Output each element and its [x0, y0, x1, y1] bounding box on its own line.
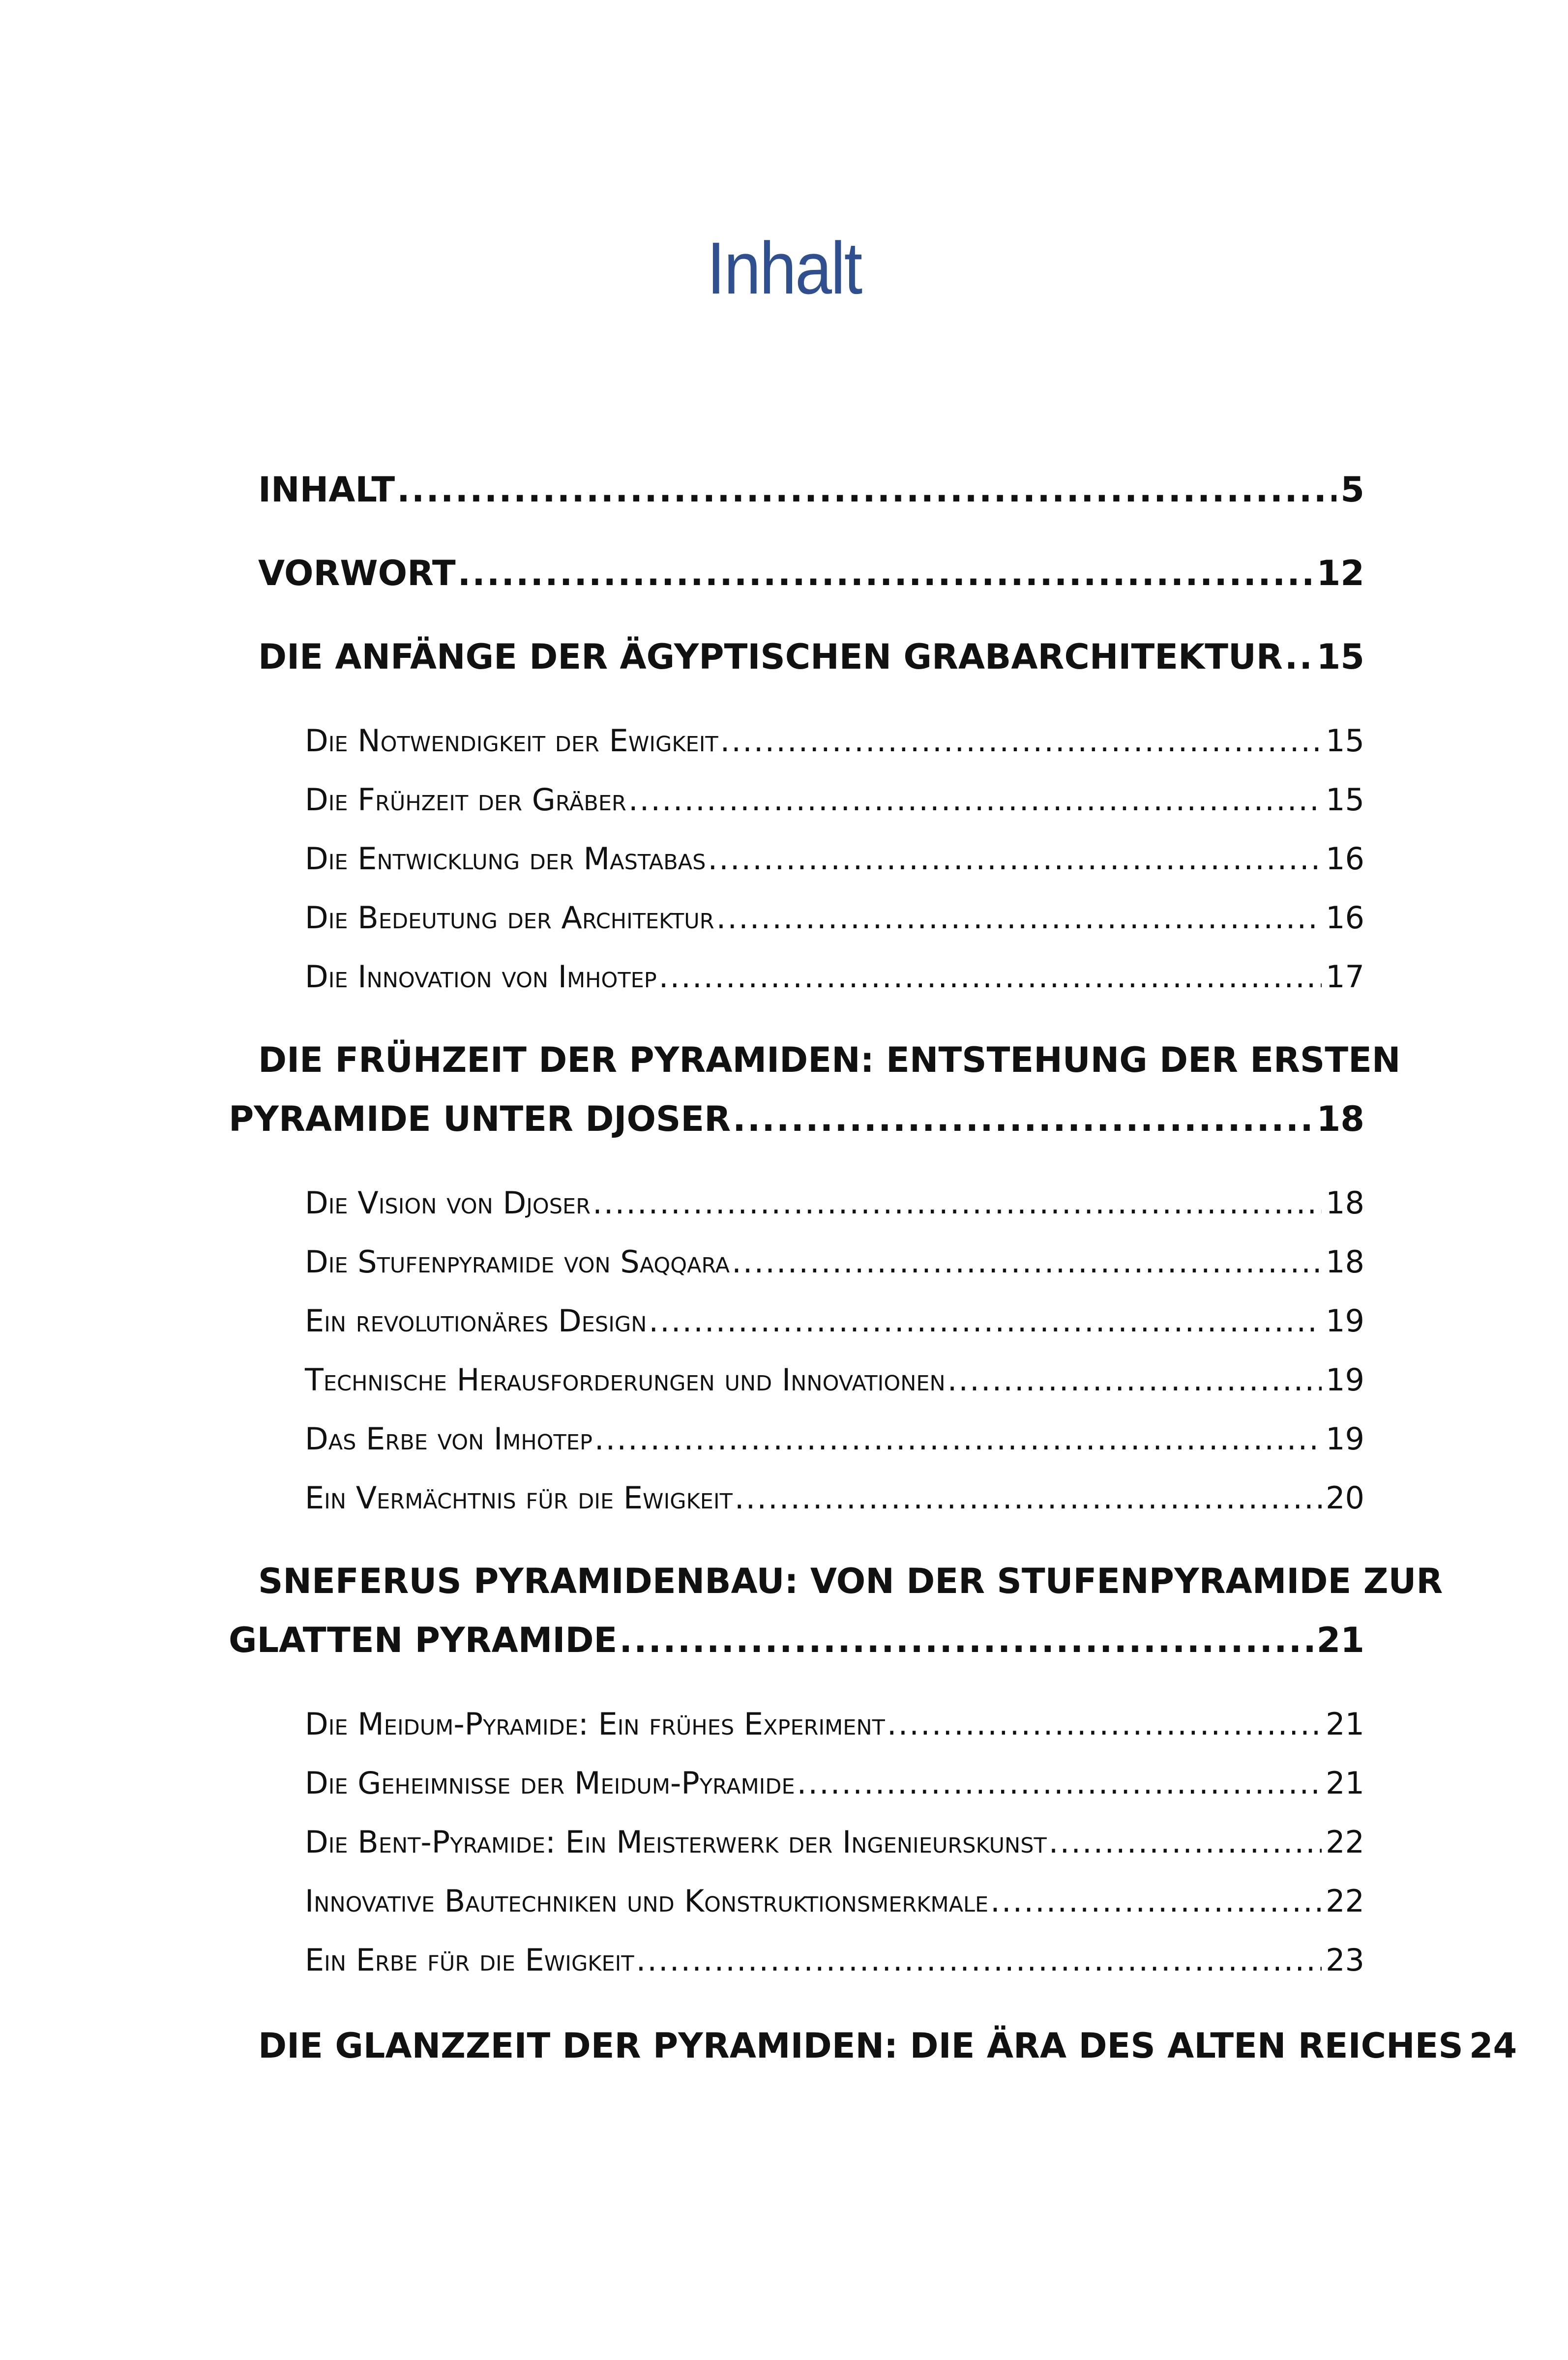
toc-page-number: 18	[1326, 1185, 1364, 1221]
dot-leader	[735, 1480, 1322, 1516]
toc-page-number: 19	[1326, 1421, 1364, 1457]
toc-entry-title: VORWORT	[258, 553, 456, 593]
dot-leader	[397, 470, 1336, 510]
toc-entry-chapter[interactable]	[258, 2026, 1517, 2066]
toc-entry-section[interactable]	[305, 1480, 1364, 1516]
toc-entry-title: DIE ANFÄNGE DER ÄGYPTISCHEN GRABARCHITEKTUR	[258, 637, 1283, 677]
toc-page-number: 18	[1316, 1099, 1364, 1139]
toc-entry-title: Ein Vermächtnis für die Ewigkeit	[305, 1480, 733, 1516]
toc-entry-section[interactable]	[305, 1244, 1364, 1280]
toc-entry-title: Innovative Bautechniken und Konstruktionsmerkmale	[305, 1883, 989, 1919]
toc-entry-section[interactable]	[305, 1303, 1364, 1339]
toc-entry-title: Das Erbe von Imhotep	[305, 1421, 592, 1457]
table-of-contents	[229, 0, 1517, 2360]
toc-page-number: 15	[1326, 723, 1364, 759]
dot-leader	[887, 1706, 1322, 1742]
toc-entry-section[interactable]	[305, 1824, 1364, 1860]
toc-entry-section[interactable]	[305, 841, 1364, 877]
toc-page-number: 22	[1326, 1824, 1364, 1860]
dot-leader	[1049, 1824, 1322, 1860]
toc-entry-chapter-line1[interactable]: SNEFERUS PYRAMIDENBAU: VON DER STUFENPYRAMIDE ZUR	[258, 1561, 1443, 1601]
toc-entry-chapter[interactable]	[258, 637, 1364, 677]
toc-entry-chapter[interactable]	[258, 470, 1364, 510]
toc-page-number: 15	[1316, 637, 1364, 677]
dot-leader	[458, 553, 1313, 593]
toc-page-number: 23	[1326, 1942, 1364, 1978]
toc-page-number: 22	[1326, 1883, 1364, 1919]
dot-leader	[649, 1303, 1322, 1339]
toc-entry-section[interactable]	[305, 782, 1364, 818]
toc-entry-section[interactable]	[305, 1362, 1364, 1398]
dot-leader	[732, 1244, 1322, 1280]
toc-entry-section[interactable]	[305, 723, 1364, 759]
dot-leader	[708, 841, 1322, 877]
toc-entry-title: Die Bedeutung der Architektur	[305, 900, 714, 936]
toc-entry-title: Die Notwendigkeit der Ewigkeit	[305, 723, 718, 759]
dot-leader	[947, 1362, 1322, 1398]
toc-entry-title: Die Entwicklung der Mastabas	[305, 841, 706, 877]
toc-page-number: 20	[1326, 1480, 1364, 1516]
dot-leader	[990, 1883, 1322, 1919]
dot-leader	[1285, 637, 1313, 677]
toc-page-number: 16	[1326, 900, 1364, 936]
toc-entry-title: GLATTEN PYRAMIDE	[229, 1620, 618, 1660]
toc-entry-chapter[interactable]	[258, 553, 1364, 593]
toc-page-number: 19	[1326, 1362, 1364, 1398]
toc-entry-title: Die Vision von Djoser	[305, 1185, 591, 1221]
dot-leader	[628, 782, 1322, 818]
toc-entry-title: Die Geheimnisse der Meidum-Pyramide	[305, 1765, 795, 1801]
toc-entry-section[interactable]	[305, 900, 1364, 936]
toc-entry-chapter[interactable]	[229, 1099, 1364, 1139]
toc-page-number: 12	[1316, 553, 1364, 593]
page-title: Inhalt	[707, 227, 861, 309]
dot-leader	[797, 1765, 1322, 1801]
toc-page-number: 21	[1316, 1620, 1364, 1660]
toc-page-number: 21	[1326, 1706, 1364, 1742]
toc-page-number: 17	[1326, 959, 1364, 995]
toc-page-number: 5	[1340, 470, 1364, 510]
toc-entry-title: Ein Erbe für die Ewigkeit	[305, 1942, 634, 1978]
dot-leader	[716, 900, 1322, 936]
toc-entry-title: INHALT	[258, 470, 395, 510]
toc-entry-section[interactable]	[305, 1185, 1364, 1221]
toc-entry-title: Die Stufenpyramide von Saqqara	[305, 1244, 730, 1280]
toc-entry-chapter-line1[interactable]: DIE FRÜHZEIT DER PYRAMIDEN: ENTSTEHUNG DER ERSTEN	[258, 1040, 1401, 1080]
toc-entry-title: Ein revolutionäres Design	[305, 1303, 647, 1339]
dot-leader	[594, 1421, 1322, 1457]
dot-leader	[636, 1942, 1322, 1978]
dot-leader	[619, 1620, 1312, 1660]
toc-entry-title: Die Bent-Pyramide: Ein Meisterwerk der Ingenieurskunst	[305, 1824, 1047, 1860]
toc-entry-section[interactable]	[305, 959, 1364, 995]
dot-leader	[733, 1099, 1312, 1139]
toc-entry-title: DIE GLANZZEIT DER PYRAMIDEN: DIE ÄRA DES ALTEN REICHES	[258, 2026, 1463, 2066]
toc-page-number: 15	[1326, 782, 1364, 818]
dot-leader	[720, 723, 1322, 759]
toc-page-number: 24	[1469, 2026, 1517, 2066]
toc-entry-section[interactable]	[305, 1883, 1364, 1919]
toc-entry-title: Technische Herausforderungen und Innovationen	[305, 1362, 946, 1398]
dot-leader	[659, 959, 1322, 995]
toc-entry-chapter[interactable]	[229, 1620, 1364, 1660]
toc-entry-title: PYRAMIDE UNTER DJOSER	[229, 1099, 731, 1139]
toc-entry-section[interactable]	[305, 1765, 1364, 1801]
toc-page-number: 19	[1326, 1303, 1364, 1339]
toc-entry-section[interactable]	[305, 1421, 1364, 1457]
toc-page-number: 16	[1326, 841, 1364, 877]
toc-page-number: 21	[1326, 1765, 1364, 1801]
dot-leader	[592, 1185, 1322, 1221]
toc-page-number: 18	[1326, 1244, 1364, 1280]
toc-entry-title: Die Meidum-Pyramide: Ein frühes Experiment	[305, 1706, 885, 1742]
toc-entry-title: Die Innovation von Imhotep	[305, 959, 657, 995]
toc-entry-title: Die Frühzeit der Gräber	[305, 782, 626, 818]
toc-entry-section[interactable]	[305, 1706, 1364, 1742]
toc-entry-section[interactable]	[305, 1942, 1364, 1978]
